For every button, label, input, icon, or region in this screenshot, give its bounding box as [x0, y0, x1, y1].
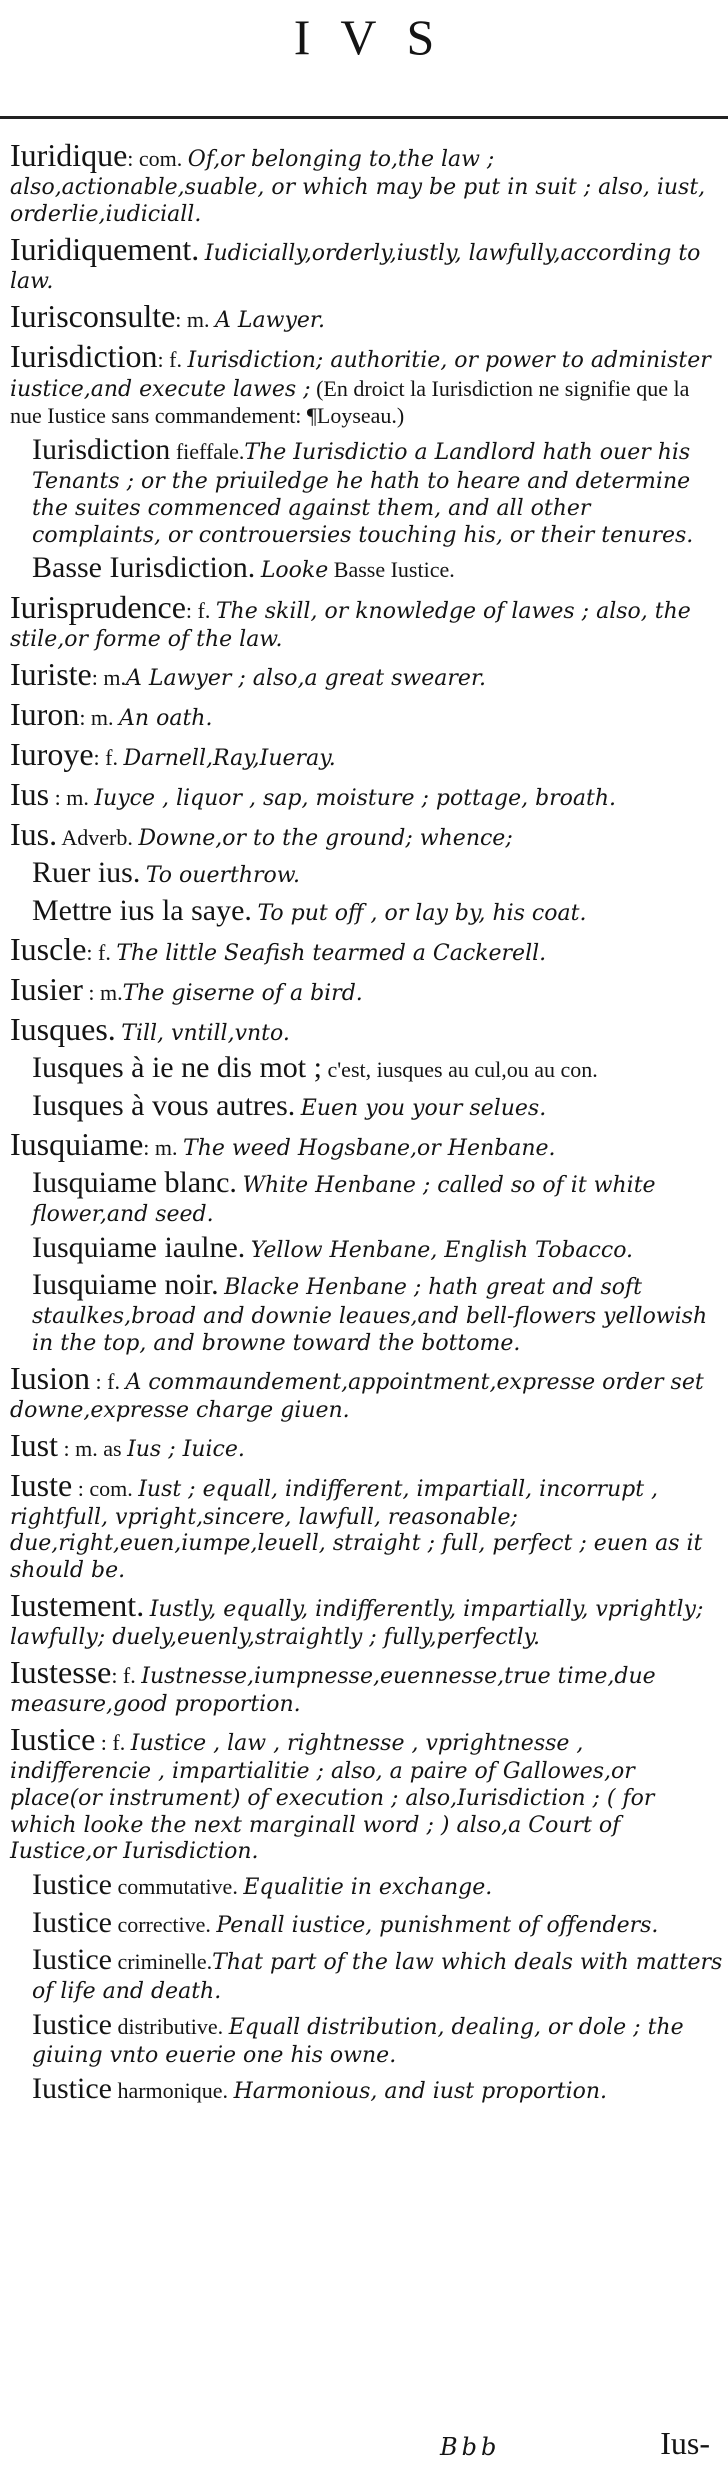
definition: Iudicially,orderly,iustly, lawfully,according to law. [10, 240, 701, 294]
entry [10, 588, 724, 654]
subentry [10, 1942, 724, 2005]
definition: That part of the law which deals with matters of life and death. [32, 1950, 723, 2004]
grammar-label: : m. [82, 980, 123, 1006]
headword: Iusques à ie ne dis mot ; [32, 1051, 322, 1085]
header-rule [0, 116, 728, 119]
headword: Iusquiame [10, 1126, 144, 1163]
definition: The skill, or knowledge of lawes ; also, the stile,or forme of the law. [10, 598, 691, 652]
entry [10, 1125, 724, 1164]
definition: Blacke Henbane ; hath great and soft staulkes,broad and downie leaues,and bell-flowers yellowish in the top, and browne toward the bottome. [32, 1275, 708, 1356]
headword: Ruer ius. [32, 855, 141, 889]
grammar-label: corrective. [111, 1911, 217, 1937]
headword: Ius. [10, 815, 58, 852]
headword: Iusquiame iaulne. [32, 1230, 246, 1264]
grammar-label: c'est, iusques au cul,ou au con. [321, 1057, 598, 1083]
definition: Yellow Henbane, English Tobacco. [250, 1237, 634, 1263]
entry-note: Basse Iustice. [328, 557, 455, 583]
definition: Harmonious, and iust proportion. [233, 2079, 608, 2105]
entry [10, 1720, 724, 1866]
entry-note: (En droict la Iurisdiction ne signifie que la nue Iustice sans commandement: ¶Loyseau.) [10, 375, 690, 429]
grammar-label: : f. [111, 1662, 142, 1688]
definition: Iustice , law , rightnesse , vprightnesse , indifferencie , impartialitie ; also, a paire of Gallowes,or place(or instrument) of execution ; also,Iurisdiction ; ( for which looke the next marginall word ; ) also,a Court of Iustice,or Iurisdiction. [10, 1730, 655, 1865]
headword: Iuridique [10, 137, 128, 173]
entry [10, 695, 724, 734]
headword: Iusques. [10, 1011, 116, 1048]
grammar-label: : f. [90, 1368, 126, 1394]
definition: Penall iustice, punishment of offenders. [216, 1912, 659, 1938]
signature-mark: Bbb [440, 2433, 501, 2461]
headword: Iusquiame blanc. [32, 1166, 237, 1200]
entry [10, 1359, 724, 1425]
subentry [10, 432, 724, 549]
definition: Iustly, equally, indifferently, impartially, vprightly; lawfully; duely,euenly,straightly ; fully,perfectly. [10, 1597, 704, 1651]
headword: Iurisconsulte [10, 297, 176, 334]
grammar-label: : f. [86, 940, 117, 966]
headword: Iustesse [10, 1653, 112, 1690]
subentry [10, 893, 724, 930]
definition: To put off , or lay by, his coat. [257, 900, 587, 926]
definition: To ouerthrow. [145, 862, 300, 888]
subentry [10, 855, 724, 892]
definition: The giserne of a bird. [122, 981, 363, 1007]
definition: White Henbane ; called so of it white flower,and seed. [32, 1173, 656, 1228]
subentry [10, 1050, 724, 1087]
headword: Iusion [10, 1359, 90, 1396]
definition: Iurisdiction; authoritie, or power to administer iustice,and execute lawes ; [10, 347, 711, 402]
entry [10, 815, 724, 854]
subentry [10, 1165, 724, 1228]
definition: A commaundement,appointment,expresse order set downe,expresse charge giuen. [10, 1369, 704, 1423]
headword: Iusquiame noir. [32, 1268, 219, 1302]
headword: Iurisprudence [10, 588, 186, 625]
headword: Iuridiquement. [10, 230, 200, 267]
entry [10, 337, 724, 432]
subentry [10, 1230, 724, 1267]
grammar-label: : f. [93, 744, 124, 770]
grammar-label: : com. [72, 1475, 139, 1501]
grammar-label: : f. [95, 1729, 131, 1755]
entry [10, 136, 724, 229]
entry [10, 930, 724, 969]
definition: Iuyce , liquor , sap, moisture ; pottage, broath. [94, 785, 617, 811]
definition: Iustnesse,iumpnesse,euennesse,true time,due measure,good proportion. [10, 1663, 656, 1718]
subentry [10, 1267, 724, 1357]
subentry [10, 1905, 724, 1942]
headword: Mettre ius la saye. [32, 893, 252, 927]
grammar-label: : m. [91, 664, 126, 690]
definition: Equalitie in exchange. [243, 1875, 493, 1901]
headword: Iurisdiction [10, 337, 158, 374]
subentry [10, 1867, 724, 1904]
headword: Iust [10, 1426, 58, 1463]
definition: Euen you your selues. [300, 1095, 547, 1121]
entry [10, 297, 724, 336]
headword: Iustice [10, 1720, 96, 1757]
definition: Of,or belonging to,the law ; also,actionable,suable, or which may be put in suit ; also, iust, orderlie,iudiciall. [10, 147, 706, 227]
grammar-label: : m. as [58, 1435, 128, 1461]
headword: Iuroye [10, 735, 94, 772]
grammar-label: : m. [79, 704, 120, 730]
definition: The weed Hogsbane,or Henbane. [183, 1136, 556, 1162]
headword: Iuscle [10, 931, 87, 968]
entry [10, 970, 724, 1009]
headword: Basse Iurisdiction. [32, 551, 256, 585]
headword: Iustice [32, 2007, 112, 2041]
headword: Iustice [32, 1905, 112, 1939]
catchword: Ius- [660, 2425, 710, 2461]
subentry [10, 2071, 724, 2108]
subentry [10, 2007, 724, 2070]
definition: Equall distribution, dealing, or dole ; the giuing vnto euerie one his owne. [32, 2014, 684, 2069]
page-footer [0, 2425, 728, 2469]
grammar-label: commutative. [111, 1874, 244, 1900]
headword: Iuste [10, 1466, 73, 1503]
headword: Iurisdiction [32, 433, 171, 467]
subentry [10, 1088, 724, 1125]
headword: Iustice [32, 1868, 112, 1902]
definition: Ius ; Iuice. [127, 1436, 245, 1462]
entry [10, 1653, 724, 1719]
grammar-label: : m. [49, 784, 95, 810]
definition: A Lawyer. [215, 307, 326, 333]
definition: The little Seafish tearmed a Cackerell. [116, 941, 547, 967]
headword: Ius [10, 775, 50, 812]
grammar-label: : m. [175, 306, 216, 332]
headword: Iustice [32, 2072, 112, 2106]
headword: Iuriste [10, 655, 92, 692]
grammar-label: : f. [185, 597, 216, 623]
definition: Till, vntill,vnto. [121, 1021, 290, 1047]
definition: Darnell,Ray,Iueray. [123, 745, 336, 771]
entry [10, 1426, 724, 1465]
headword: Iusques à vous autres. [32, 1088, 296, 1122]
headword: Iuron [10, 695, 80, 732]
entry [10, 655, 724, 694]
headword: Iustice [32, 1943, 112, 1977]
definition: The Iurisdictio a Landlord hath ouer his Tenants ; or the priuiledge he hath to heare and determine the suites commenced against them, and all other complaints, or controuersies touching his, or their tenures. [32, 440, 694, 548]
grammar-label: Adverb. [57, 824, 139, 850]
entry [10, 735, 724, 774]
definition: An oath. [119, 705, 213, 731]
entry-list [10, 136, 724, 2109]
definition: Downe,or to the ground; whence; [138, 825, 513, 851]
grammar-label: : com. [127, 146, 188, 171]
entry [10, 1466, 724, 1586]
grammar-label: distributive. [111, 2013, 229, 2039]
grammar-label: harmonique. [111, 2078, 234, 2104]
entry [10, 1586, 724, 1652]
subentry [10, 550, 724, 587]
grammar-label: fieffale. [170, 439, 245, 465]
headword: Iustement. [10, 1587, 145, 1624]
definition: Iust ; equall, indifferent, impartiall, incorrupt , rightfull, vpright,sincere, lawfull, reasonable; due,right,euen,iumpe,leuell, straight ; full, perfect ; euen as it should be. [10, 1476, 703, 1584]
grammar-label: : m. [143, 1135, 184, 1161]
running-header: IVS [293, 9, 465, 65]
grammar-label: criminelle. [111, 1949, 213, 1975]
grammar-label: : f. [157, 346, 188, 372]
definition: Looke [260, 558, 329, 584]
entry [10, 1010, 724, 1049]
entry [10, 230, 724, 296]
entry [10, 775, 724, 814]
headword: Iusier [10, 971, 83, 1008]
definition: A Lawyer ; also,a great swearer. [125, 665, 487, 691]
